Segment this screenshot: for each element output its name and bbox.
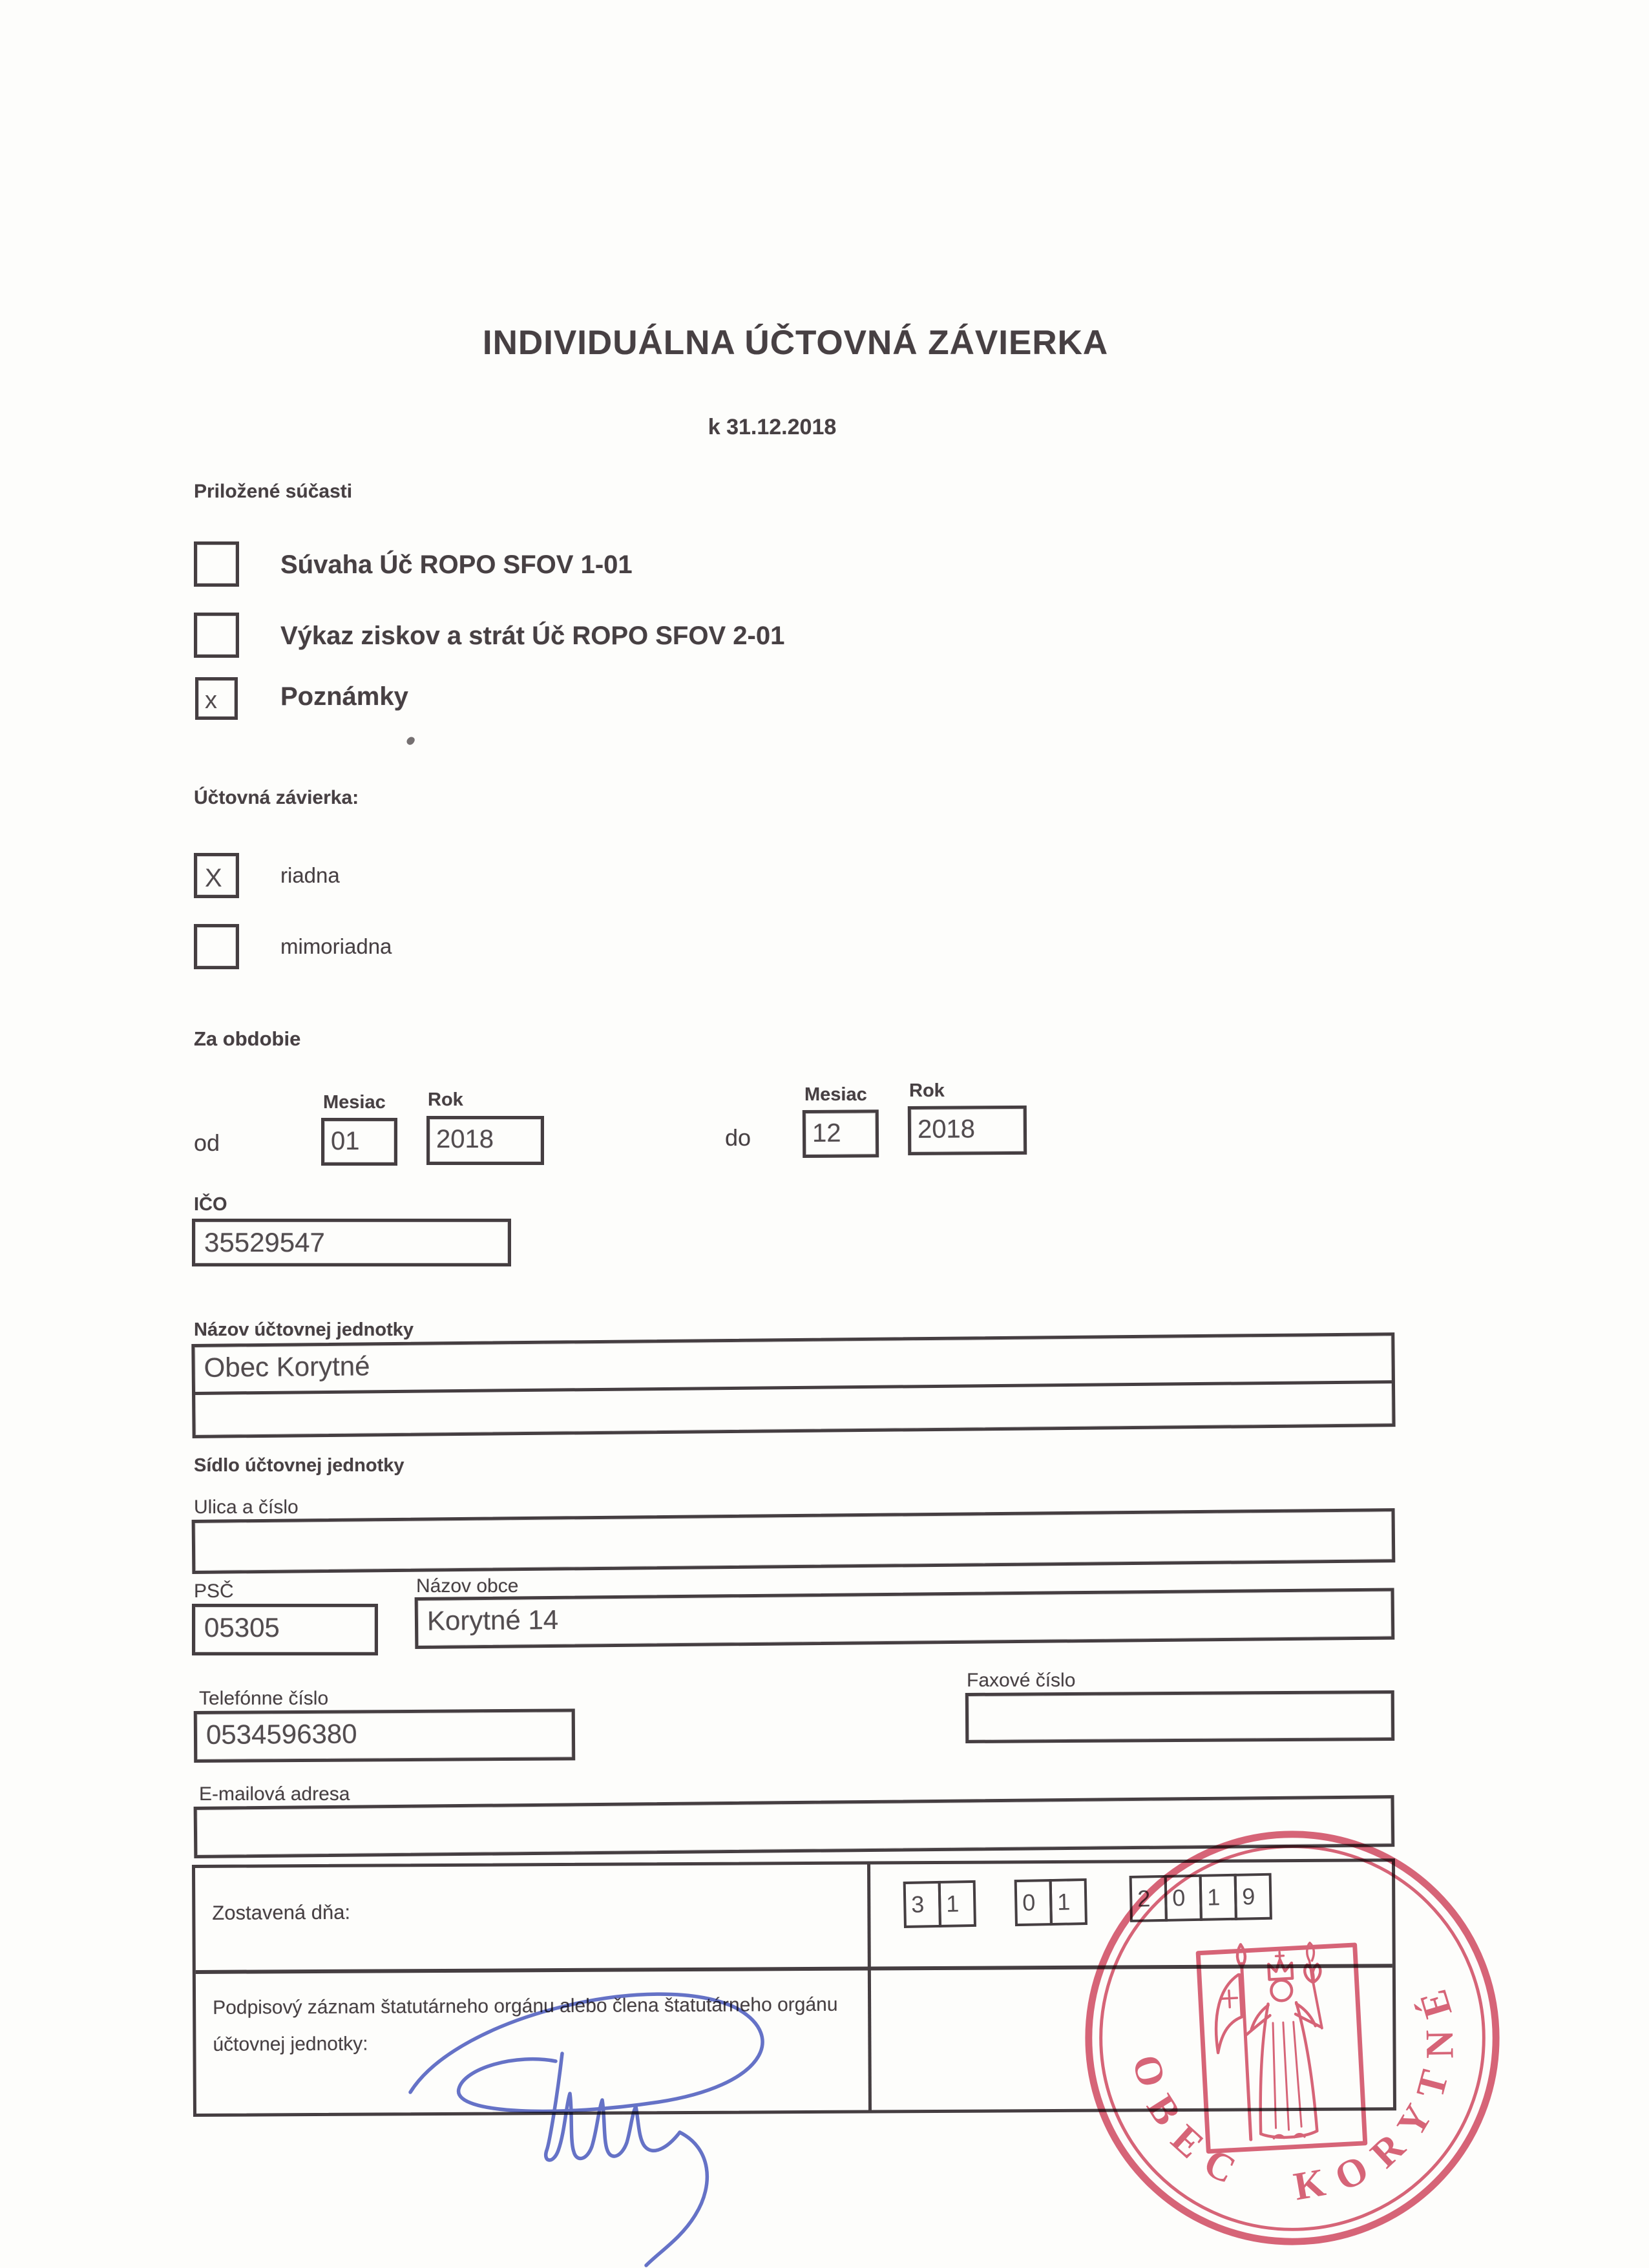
street-field[interactable] <box>192 1508 1396 1574</box>
date-digit-cell: 0 <box>1014 1879 1053 1926</box>
period-from-year-value: 2018 <box>436 1125 494 1153</box>
page-title: INDIVIDUÁLNA ÚČTOVNÁ ZÁVIERKA <box>482 324 1109 362</box>
date-digit-cell: 1 <box>938 1880 976 1927</box>
date-digit-cell: 0 <box>1164 1874 1203 1922</box>
town-field[interactable] <box>415 1588 1395 1649</box>
closing-label-riadna: riadna <box>280 863 340 887</box>
field-row-divider <box>195 1380 1392 1395</box>
fax-label: Faxové číslo <box>967 1670 1076 1691</box>
date-digit-cell: 9 <box>1234 1873 1272 1920</box>
email-value <box>197 1798 1391 1816</box>
table-column-divider <box>867 1865 872 2110</box>
period-to-year-field[interactable] <box>908 1106 1027 1155</box>
period-from-year-label: Rok <box>428 1089 463 1110</box>
phone-field[interactable] <box>194 1708 575 1763</box>
email-label: E-mailová adresa <box>199 1783 350 1805</box>
phone-value: 0534596380 <box>205 1718 357 1750</box>
checkbox-mimoriadna-mark <box>197 962 205 966</box>
period-to-year-label: Rok <box>909 1080 945 1101</box>
scan-speck <box>406 735 416 746</box>
checkbox-poznamky-mark: x <box>205 687 217 714</box>
period-from-label: od <box>194 1129 220 1156</box>
period-from-year-field[interactable] <box>426 1116 544 1165</box>
checkbox-riadna-mark: X <box>205 864 222 892</box>
checkbox-suvaha-mark <box>197 580 205 583</box>
period-to-label: do <box>725 1124 751 1151</box>
entity-name-value: Obec Korytné <box>204 1350 370 1383</box>
page-subtitle: k 31.12.2018 <box>708 415 837 439</box>
ico-value: 35529547 <box>204 1227 325 1257</box>
town-value: Korytné 14 <box>426 1604 559 1636</box>
checkbox-riadna[interactable] <box>194 853 239 898</box>
municipal-stamp <box>1078 1823 1507 2252</box>
closing-type-heading: Účtovná závierka: <box>194 787 359 808</box>
attachment-label-poznamky: Poznámky <box>280 682 408 711</box>
period-from-month-label: Mesiac <box>323 1092 386 1113</box>
period-to-month-field[interactable] <box>803 1109 879 1158</box>
checkbox-poznamky[interactable] <box>195 677 238 720</box>
checkbox-vykaz-mark <box>197 651 205 655</box>
checkbox-suvaha[interactable] <box>194 541 239 587</box>
date-day-group[interactable] <box>903 1880 976 1928</box>
psc-value: 05305 <box>204 1612 280 1643</box>
period-to-month-value: 12 <box>812 1118 841 1148</box>
ico-label: IČO <box>194 1194 227 1215</box>
address-heading: Sídlo účtovnej jednotky <box>194 1455 404 1476</box>
attachment-label-suvaha: Súvaha Úč ROPO SFOV 1-01 <box>280 551 633 579</box>
attachments-heading: Priložené súčasti <box>194 481 353 502</box>
checkbox-vykaz[interactable] <box>194 613 239 658</box>
attachment-label-vykaz: Výkaz ziskov a strát Úč ROPO SFOV 2-01 <box>280 622 785 650</box>
checkbox-mimoriadna[interactable] <box>194 924 239 969</box>
town-label: Názov obce <box>416 1575 519 1597</box>
psc-label: PSČ <box>194 1580 234 1602</box>
closing-label-mimoriadna: mimoriadna <box>280 934 392 958</box>
period-from-month-field[interactable] <box>321 1118 397 1166</box>
street-value <box>195 1511 1392 1529</box>
ico-field[interactable] <box>192 1219 511 1266</box>
date-digit-cell: 3 <box>903 1881 941 1928</box>
stamp-shield-frame <box>1198 1945 1365 2152</box>
compiled-date-label: Zostavená dňa: <box>212 1900 351 1924</box>
signature-statement-label: Podpisový záznam štatutárneho orgánu alebo člena štatutárneho orgánu účtovnej jednotky: <box>213 1993 838 2055</box>
date-digit-cell: 2 <box>1129 1875 1168 1922</box>
fax-value <box>969 1694 1391 1702</box>
date-month-group[interactable] <box>1014 1878 1087 1926</box>
entity-name-field[interactable] <box>191 1332 1395 1438</box>
period-to-month-label: Mesiac <box>804 1084 867 1105</box>
stamp-text: OBEC KORYTNÉ <box>1123 1969 1462 2210</box>
street-label: Ulica a číslo <box>194 1496 299 1518</box>
psc-field[interactable] <box>192 1604 378 1655</box>
fax-field[interactable] <box>965 1690 1394 1743</box>
date-digit-cell: 1 <box>1049 1878 1087 1926</box>
handwritten-signature <box>349 1957 840 2268</box>
entity-name-label: Názov účtovnej jednotky <box>194 1319 414 1340</box>
period-from-month-value: 01 <box>331 1127 360 1155</box>
phone-label: Telefónne číslo <box>199 1688 329 1709</box>
period-to-year-value: 2018 <box>917 1115 976 1144</box>
period-heading: Za obdobie <box>194 1027 301 1050</box>
date-digit-cell: 1 <box>1199 1874 1237 1921</box>
